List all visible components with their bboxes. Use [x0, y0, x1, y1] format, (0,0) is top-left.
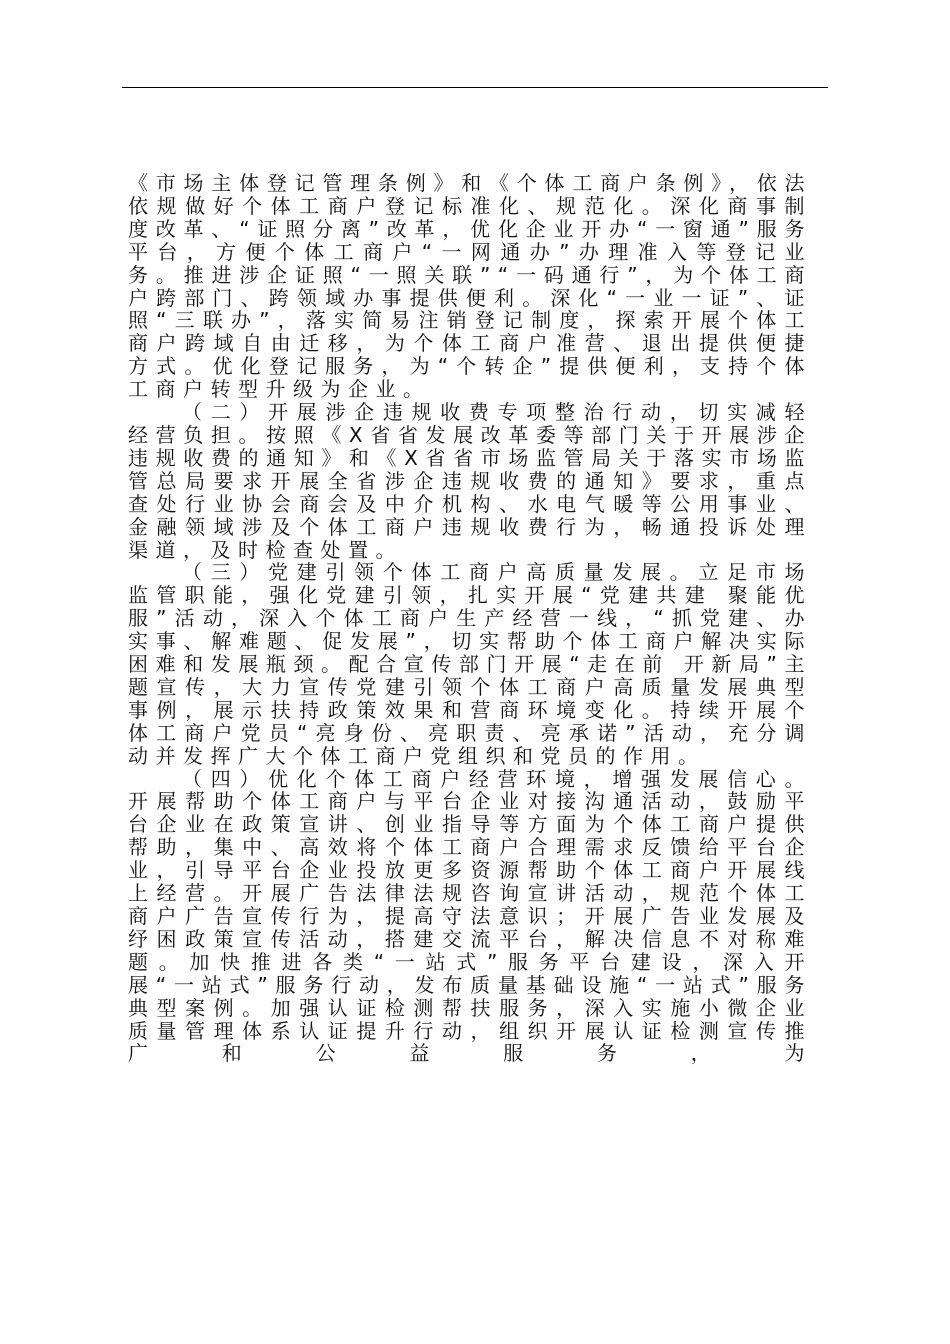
paragraph-business-environment: （四）优化个体工商户经营环境，增强发展信心。开展帮助个体工商户与平台企业对接沟通活动，鼓励平台企业在政策宣讲、创业指导等方面为个体工商户提供帮助，集中、高效将个体工商户合理需求反馈给平台企业，引导平台企业投放更多资源帮助个体工商户开展线上经营。开展广告法律法规咨询宣讲活动，规范个体工商户广告宣传行为，提高守法意识；开展广告业发展及纾困政策宣传活动，搭建交流平台，解决信息不对称难题。加快推进各类“一站式”服务平台建设，深入开展“一站式”服务行动，发布质量基础设施“一站式”服务典型案例。加强认证检测帮扶服务，深入实施小微企业质量管理体系认证提升行动，组织开展认证检测宣传推广和公益服务，为: [128, 766, 812, 1066]
document-body: [128, 172, 812, 1065]
paragraph-registration: 《市场主体登记管理条例》和《个体工商户条例》，依法依规做好个体工商户登记标准化、规范化。深化商事制度改革、“证照分离”改革，优化企业开办“一窗通”服务平台，方便个体工商户“一网通办”办理准入等登记业务。推进涉企证照“一照关联”“一码通行”，为个体工商户跨部门、跨领域办事提供便利。深化“一业一证”、证照“三联办”，落实简易注销登记制度，探索开展个体工商户跨域自由迁移，为个体工商户准营、退出提供便捷方式。优化登记服务，为“个转企”提供便利，支持个体工商户转型升级为企业。: [128, 171, 812, 402]
header-rule: [122, 87, 828, 88]
paragraph-fee-rectification: （二）开展涉企违规收费专项整治行动，切实减轻经营负担。按照《X省省发展改革委等部门关于开展涉企违规收费的通知》和《X省省市场监管局关于落实市场监管总局要求开展全省涉企违规收费的通知》要求，重点查处行业协会商会及中介机构、水电气暖等公用事业、金融领域涉及个体工商户违规收费行为，畅通投诉处理渠道，及时检查处置。: [128, 400, 812, 562]
paragraph-party-building: （三）党建引领个体工商户高质量发展。立足市场监管职能，强化党建引领，扎实开展“党建共建 聚能优服”活动，深入个体工商户生产经营一线，“抓党建、办实事、解难题、促发展”，切实帮助个体工商户解决实际困难和发展瓶颈。配合宣传部门开展“走在前 开新局”主题宣传，大力宣传党建引领个体工商户高质量发展典型事例，展示扶持政策效果和营商环境变化。持续开展个体工商户党员“亮身份、亮职责、亮承诺”活动，充分调动并发挥广大个体工商户党组织和党员的作用。: [128, 560, 812, 768]
